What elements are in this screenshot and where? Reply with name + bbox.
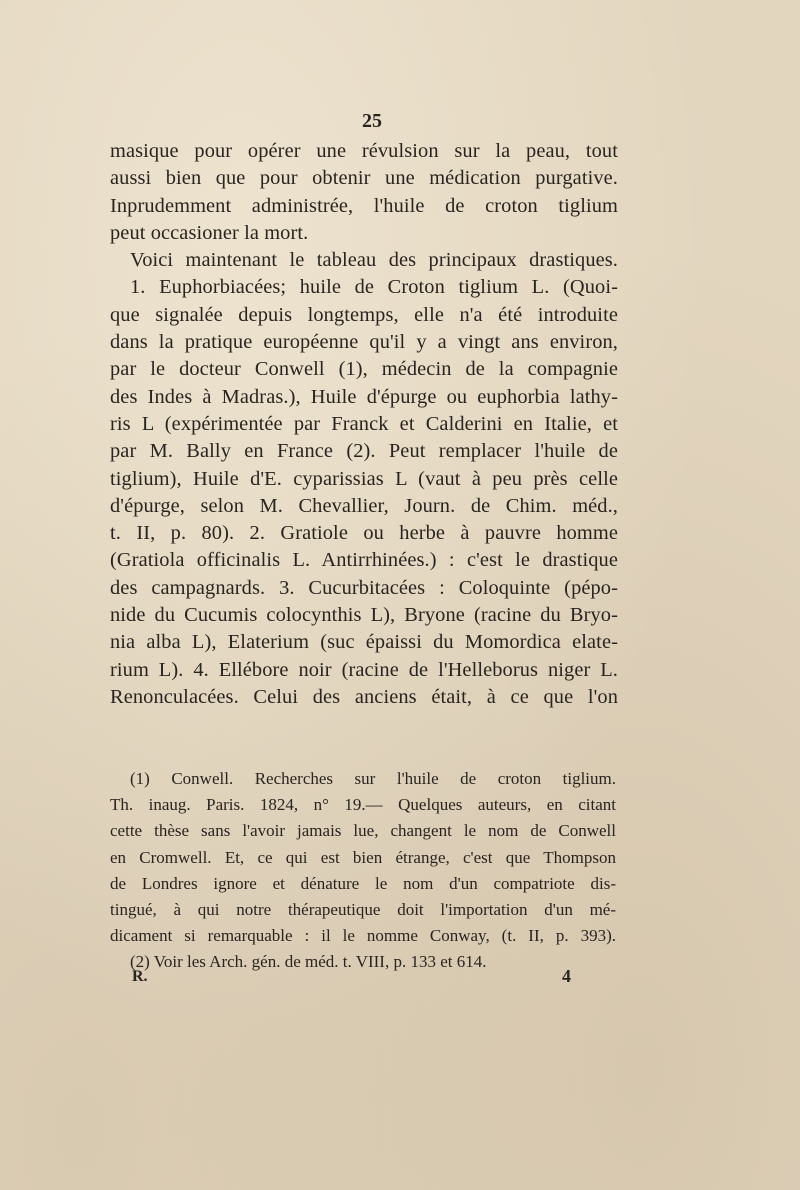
page-number: 25 [362,110,382,132]
text-line: des campagnards. 3. Cucurbitacées : Coloquinte (pépo- [110,576,618,599]
footnote-line: cette thèse sans l'avoir jamais lue, changent le nom de Conwell [110,821,616,841]
text-line: t. II, p. 80). 2. Gratiole ou herbe à pauvre homme [110,522,618,545]
text-line: dans la pratique européenne qu'il y a vingt ans environ, [110,331,618,354]
text-line: peut occasioner la mort. [110,221,309,244]
footnote-line: (2) Voir les Arch. gén. de méd. t. VIII, p. 133 et 614. [130,952,487,972]
text-line: (Gratiola officinalis L. Antirrhinées.) : c'est le drastique [110,549,618,572]
footnote-line: (1) Conwell. Recherches sur l'huile de croton tiglium. [130,769,616,788]
text-line: masique pour opérer une révulsion sur la peau, tout [110,140,618,162]
footnote-line: de Londres ignore et dénature le nom d'un compatriote dis- [110,873,616,893]
signature-mark: R. [132,968,148,985]
text-line: aussi bien que pour obtenir une médication purgative. [110,167,618,190]
text-line: nide du Cucumis colocynthis L), Bryone (racine du Bryo- [110,604,618,627]
text-line: rium L). 4. Ellébore noir (racine de l'Helleborus niger L. [110,658,618,681]
text-line: par M. Bally en France (2). Peut remplacer l'huile de [110,440,618,463]
text-line: des Indes à Madras.), Huile d'épurge ou euphorbia lathy- [110,385,618,408]
text-line: que signalée depuis longtemps, elle n'a été introduite [110,303,618,326]
text-line: d'épurge, selon M. Chevallier, Journ. de Chim. méd., [110,494,618,517]
footnotes [110,766,616,976]
text-line: ris L (expérimentée par Franck et Calderini en Italie, et [110,412,618,435]
main-text [110,138,618,711]
text-line: tiglium), Huile d'E. cyparissias L (vaut à peu près celle [110,467,618,490]
text-line: Inprudemment administrée, l'huile de croton tiglium [110,194,618,217]
footnote-line: en Cromwell. Et, ce qui est bien étrange, c'est que Thompson [110,847,616,867]
text-line: Voici maintenant le tableau des principaux drastiques. [130,249,618,272]
footnote-line: dicament si remarquable : il le nomme Conway, (t. II, p. 393). [110,926,616,946]
text-line: Renonculacées. Celui des anciens était, à ce que l'on [110,685,618,708]
text-line: par le docteur Conwell (1), médecin de la compagnie [110,358,618,381]
footnote-line: Th. inaug. Paris. 1824, n° 19.— Quelques auteurs, en citant [110,795,616,815]
text-line: nia alba L), Elaterium (suc épaissi du Momordica elate- [110,631,618,654]
sheet-number: 4 [562,966,571,986]
footnote-line: tingué, à qui notre thérapeutique doit l'importation d'un mé- [110,899,616,919]
text-line: 1. Euphorbiacées; huile de Croton tiglium L. (Quoi- [130,276,618,299]
